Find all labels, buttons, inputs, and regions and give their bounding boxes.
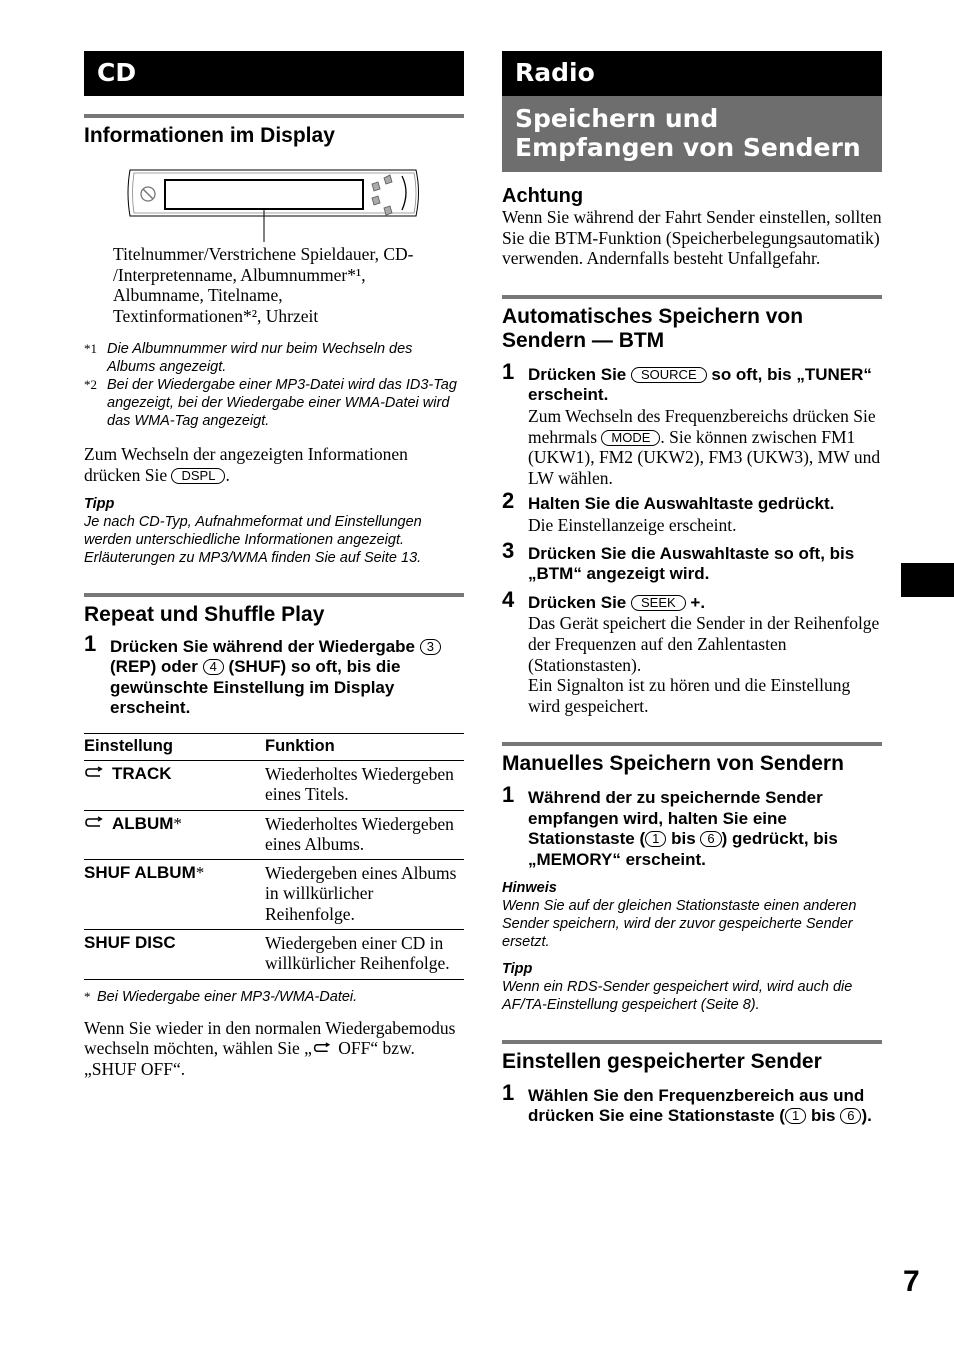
setting-label: ALBUM (112, 813, 174, 833)
step-description: Ein Signalton ist zu hören und die Einstellung wird gespeichert. (528, 675, 851, 716)
function-cell: Wiedergeben einer CD in willkürlicher Reihenfolge. (265, 930, 464, 980)
key-3: 3 (420, 639, 441, 655)
source-key: SOURCE (631, 367, 707, 383)
tip-label: Tipp (84, 495, 115, 512)
step-text: ) gedrückt, bis „MEMORY“ erscheint. (528, 829, 838, 870)
table-row (84, 860, 464, 930)
step-text: Drücken Sie während der Wiedergabe (110, 636, 415, 656)
display-caption-line: Titelnummer/Verstrichene Spieldauer, CD- (113, 244, 414, 264)
key-6: 6 (840, 1108, 861, 1124)
key-4: 4 (203, 659, 224, 675)
setting-label: SHUF ALBUM (84, 863, 196, 883)
step-text: bis (671, 829, 696, 849)
manual-step-1 (502, 782, 882, 870)
repeat-icon (312, 1042, 334, 1055)
cd-section-bar (84, 51, 464, 96)
caution-block (502, 185, 882, 269)
hint-label: Hinweis (502, 879, 557, 896)
repeat-shuffle-heading-text: Repeat und Shuffle Play (84, 602, 325, 626)
btm-heading (502, 295, 882, 353)
left-column (84, 51, 464, 1079)
table-row (84, 810, 464, 860)
key-1: 1 (785, 1108, 806, 1124)
footnote-2 (84, 376, 464, 430)
repeat-shuffle-table (84, 733, 464, 980)
setting-cell (84, 760, 265, 810)
change-info-text: Zum Wechseln der angezeigten Informationen drücken Sie (84, 444, 408, 485)
table-header-function: Funktion (265, 733, 464, 760)
manual-heading (502, 742, 882, 776)
setting-cell (84, 930, 265, 980)
radio-section-bar (502, 51, 882, 96)
step-description-text: . Sie können zwischen FM1 (UKW1), FM2 (UKW2), FM3 (UKW3), MW und LW wählen. (528, 426, 881, 488)
display-caption-line: /Interpretenname, Albumnummer*¹, (113, 264, 366, 285)
display-caption-line: Albumname, Titelname, (113, 285, 283, 306)
caution-heading: Achtung (502, 185, 584, 207)
asterisk: * (173, 813, 182, 833)
info-tip (84, 495, 464, 567)
key-6: 6 (700, 831, 721, 847)
hint-text: Wenn Sie auf der gleichen Stationstaste einen anderen Sender speichern, wird der zuvor gespeicherte Sender ersetzt. (502, 897, 857, 950)
btm-step-3 (502, 537, 882, 585)
step-description: Das Gerät speichert die Sender in der Reihenfolge der Frequenzen auf den Zahlentasten (Stationstasten). (528, 613, 880, 675)
manual-hint (502, 879, 882, 951)
setting-label: SHUF DISC (84, 933, 176, 953)
step-description: Die Einstellanzeige erscheint. (528, 514, 737, 535)
footnote-text: Die Albumnummer wird nur beim Wechseln des Albums angezeigt. (107, 341, 413, 376)
step-text: ). (861, 1106, 872, 1126)
info-display-heading-text: Informationen im Display (84, 124, 335, 147)
change-info-paragraph (84, 444, 464, 485)
footnote-1 (84, 340, 464, 376)
display-caption (113, 244, 464, 326)
table-footnote (84, 988, 464, 1006)
footnote-mark: *1 (84, 341, 97, 357)
step-text: Drücken Sie (528, 592, 627, 612)
manual-tip (502, 960, 882, 1014)
return-paragraph (84, 1018, 464, 1080)
step-text: Während der zu speichernde Sender empfangen wird, halten Sie eine Stationstaste ( (528, 788, 823, 849)
info-footnotes (84, 340, 464, 430)
radio-section-title: Radio (515, 58, 595, 87)
repeat-shuffle-heading (84, 593, 464, 627)
tip-text: Je nach CD-Typ, Aufnahmeformat und Einstellungen werden unterschiedliche Informationen angezeigt. Erläuterungen zu MP3/WMA finden Sie auf Seite 13. (84, 513, 422, 566)
btm-heading-text: Automatisches Speichern von Sendern — BTM (502, 304, 804, 352)
step-text: Halten Sie die Auswahltaste gedrückt. (528, 494, 835, 514)
step-description-text: Zum Wechseln des Frequenzbereichs drücken Sie mehrmals (528, 405, 876, 447)
step-text: bis (810, 1106, 836, 1126)
recall-heading-text: Einstellen gespeicherter Sender (502, 1049, 822, 1073)
section-title-bar (502, 96, 882, 172)
right-column (502, 51, 882, 1127)
section-title: Speichern und Empfangen von Sendern (515, 104, 861, 162)
btm-step-2 (502, 488, 882, 535)
footnote-mark: * (84, 988, 91, 1004)
chapter-tab-marker (901, 563, 954, 597)
asterisk: * (195, 863, 205, 883)
function-cell: Wiederholtes Wiedergeben eines Titels. (265, 760, 464, 810)
cd-section-title: CD (97, 58, 137, 87)
return-text: Wenn Sie wieder in den normalen Wiedergabemodus wechseln möchten, wählen Sie „ (84, 1017, 456, 1059)
caution-text: Wenn Sie während der Fahrt Sender einstellen, sollten Sie die BTM-Funktion (Speicherbelegungsautomatik) verwenden. Andernfalls besteht Unfallgefahr. (502, 207, 882, 269)
step-number: 1 (84, 630, 97, 656)
manual-heading-text: Manuelles Speichern von Sendern (502, 752, 844, 776)
tip-text: Wenn ein RDS-Sender gespeichert wird, wird auch die AF/TA-Einstellung gespeichert (Seite 8). (502, 978, 853, 1013)
table-row (84, 930, 464, 980)
footnote-text: Bei der Wiedergabe einer MP3-Datei wird das ID3-Tag angezeigt, bei der Wiedergabe einer WMA-Datei wird das WMA-Tag angezeigt. (107, 377, 457, 430)
info-display-heading (84, 114, 464, 148)
dspl-key: DSPL (171, 468, 225, 484)
step-text: (REP) oder (110, 657, 198, 677)
return-text: OFF“ bzw. „SHUF OFF“. (84, 1038, 415, 1079)
footnote-mark: *2 (84, 377, 97, 393)
unit-display-drawing (84, 158, 464, 242)
display-illustration (84, 158, 464, 242)
repeat-step-1 (84, 630, 464, 719)
table-header-row (84, 733, 464, 760)
step-number: 3 (502, 537, 515, 563)
key-1: 1 (645, 831, 666, 847)
step-text: (SHUF) so oft, bis die gewünschte Einstellung im Display erscheint. (110, 657, 401, 718)
display-caption-line: Textinformationen*², Uhrzeit (113, 305, 319, 326)
step-description (528, 406, 882, 488)
page-number: 7 (903, 1265, 920, 1298)
setting-label: TRACK (112, 763, 172, 783)
table-row (84, 760, 464, 810)
setting-cell (84, 860, 265, 930)
seek-key: SEEK (631, 595, 686, 611)
step-number: 4 (502, 586, 515, 612)
step-text: Wählen Sie den Frequenzbereich aus und drücken Sie eine Stationstaste ( (528, 1085, 865, 1126)
function-cell: Wiedergeben eines Albums in willkürlicher Reihenfolge. (265, 860, 464, 930)
step-text: Drücken Sie die Auswahltaste so oft, bis „BTM“ angezeigt wird. (528, 543, 855, 584)
change-info-end: . (225, 464, 230, 485)
tip-label: Tipp (502, 960, 533, 977)
step-number: 1 (502, 358, 515, 384)
recall-heading (502, 1040, 882, 1074)
step-text: +. (690, 592, 706, 612)
setting-cell (84, 810, 265, 860)
step-text: Drücken Sie (528, 364, 627, 384)
repeat-icon (84, 816, 106, 830)
function-cell: Wiederholtes Wiedergeben eines Albums. (265, 810, 464, 860)
step-text: so oft, bis „TUNER“ erscheint. (528, 364, 872, 405)
btm-step-1 (502, 358, 882, 489)
recall-step-1 (502, 1079, 882, 1127)
btm-step-4 (502, 586, 882, 717)
footnote-text: Bei Wiedergabe einer MP3-/WMA-Datei. (97, 988, 358, 1005)
step-number: 1 (502, 1079, 515, 1105)
table-header-setting: Einstellung (84, 733, 265, 760)
mode-key: MODE (601, 430, 660, 446)
step-number: 1 (502, 782, 515, 808)
step-number: 2 (502, 488, 515, 514)
repeat-icon (84, 766, 106, 780)
